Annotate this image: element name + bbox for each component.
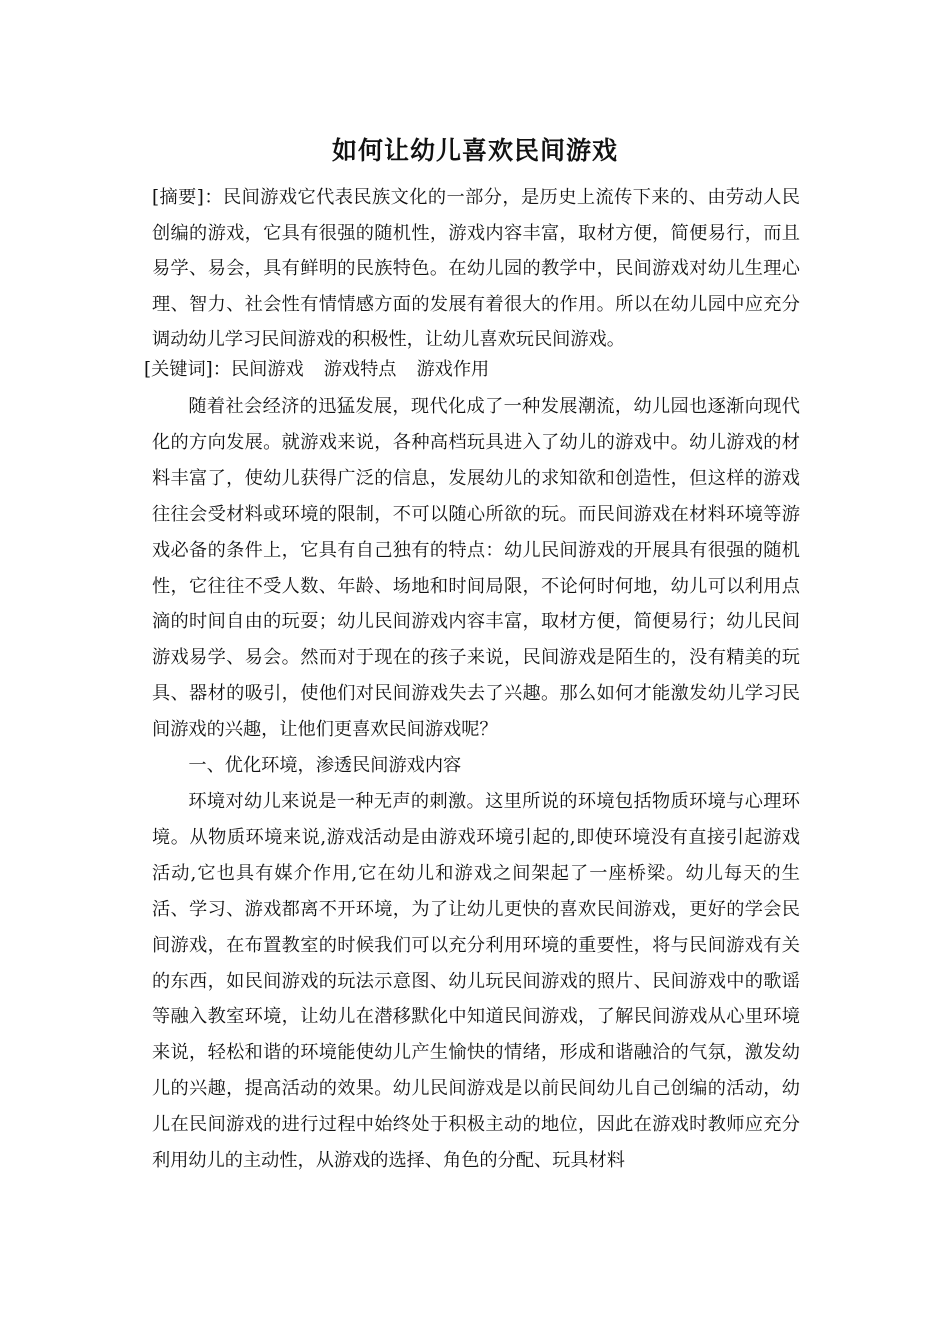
body-text [152, 389, 800, 1179]
keyword-item: 游戏特点 [323, 359, 397, 380]
abstract-paragraph [152, 180, 800, 358]
intro-paragraph: 随着社会经济的迅猛发展，现代化成了一种发展潮流，幼儿园也逐渐向现代化的方向发展。就游戏来说，各种高档玩具进入了幼儿的游戏中。幼儿游戏的材料丰富了，使幼儿获得广泛的信息，发展幼儿的求知欲和创造性，但这样的游戏往往会受材料或环境的限制，不可以随心所欲的玩。而民间游戏在材料环境等游戏必备的条件上，它具有自己独有的特点：幼儿民间游戏的开展具有很强的随机性，它往往不受人数、年龄、场地和时间局限，不论何时何地，幼儿可以利用点滴的时间自由的玩耍；幼儿民间游戏内容丰富，取材方便，简便易行；幼儿民间游戏易学、易会。然而对于现在的孩子来说，民间游戏是陌生的，没有精美的玩具、器材的吸引，使他们对民间游戏失去了兴趣。那么如何才能激发幼儿学习民间游戏的兴趣，让他们更喜欢民间游戏呢？ [152, 396, 800, 741]
keyword-item: 民间游戏 [230, 359, 304, 380]
keywords-line [144, 352, 804, 388]
document-title: 如何让幼儿喜欢民间游戏 [331, 136, 618, 165]
abstract-label: [摘要]： [152, 187, 223, 208]
section-paragraph: 环境对幼儿来说是一种无声的刺激。这里所说的环境包括物质环境与心理环境。从物质环境来说,游戏活动是由游戏环境引起的,即使环境没有直接引起游戏活动,它也具有媒介作用,它在幼儿和游戏之间架起了一座桥梁。幼儿每天的生活、学习、游戏都离不开环境，为了让幼儿更快的喜欢民间游戏，更好的学会民间游戏，在布置教室的时候我们可以充分利用环境的重要性，将与民间游戏有关的东西，如民间游戏的玩法示意图、幼儿玩民间游戏的照片、民间游戏中的歌谣等融入教室环境，让幼儿在潜移默化中知道民间游戏，了解民间游戏从心里环境来说，轻松和谐的环境能使幼儿产生愉快的情绪，形成和谐融洽的气氛，激发幼儿的兴趣，提高活动的效果。幼儿民间游戏是以前民间幼儿自己创编的活动，幼儿在民间游戏的进行过程中始终处于积极主动的地位，因此在游戏时教师应充分利用幼儿的主动性，从游戏的选择、角色的分配、玩具材料 [152, 790, 800, 1172]
abstract-text: 民间游戏它代表民族文化的一部分，是历史上流传下来的、由劳动人民创编的游戏，它具有很强的随机性，游戏内容丰富，取材方便，简便易行，而且易学、易会，具有鲜明的民族特色。在幼儿园的教学中，民间游戏对幼儿生理心理、智力、社会性有情情感方面的发展有着很大的作用。所以在幼儿园中应充分调动幼儿学习民间游戏的积极性，让幼儿喜欢玩民间游戏。 [152, 187, 800, 350]
section-heading: 一、优化环境，渗透民间游戏内容 [188, 755, 462, 777]
keyword-item: 游戏作用 [416, 359, 490, 380]
keywords-label: [关键词]： [144, 359, 231, 380]
